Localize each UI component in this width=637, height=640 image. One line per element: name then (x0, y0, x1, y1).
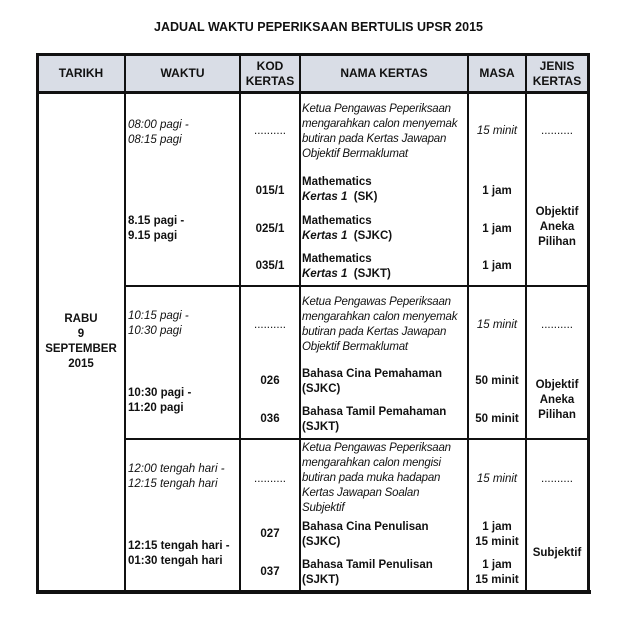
paper-masa: 1 jam (482, 223, 512, 235)
paper-kertas: Kertas 1 (302, 230, 348, 242)
header-tarikh: TARIKH (58, 66, 104, 80)
intro-jenis: .......... (541, 319, 573, 331)
intro-instruction: Ketua Pengawas Peperiksaan mengarahkan calon mengisi butiran pada muka hadapan Kertas Jawapan Soalan Subjektif (302, 442, 451, 514)
paper-nama: Bahasa Tamil Penulisan (SJKT) (302, 559, 433, 586)
paper-masa: 1 jam (482, 185, 512, 197)
paper-kod: 025/1 (255, 223, 285, 235)
intro-jenis: .......... (541, 473, 573, 485)
paper-jenis: Objektif Aneka Pilihan (535, 206, 579, 248)
paper-nama (302, 214, 392, 244)
paper-nama (302, 252, 391, 282)
paper-kod: 027 (260, 528, 280, 540)
paper-kertas: Kertas 1 (302, 191, 348, 203)
intro-kod: .......... (254, 473, 286, 485)
paper-school: (SJKC) (353, 230, 393, 242)
intro-time: 12:00 tengah hari - 12:15 tengah hari (128, 463, 225, 490)
document-title: JADUAL WAKTU PEPERIKSAAN BERTULIS UPSR 2015 (154, 20, 483, 34)
table-border-top (36, 53, 590, 56)
exam-date: RABU 9 SEPTEMBER 2015 (45, 313, 117, 370)
table-border-bottom (36, 590, 591, 594)
paper-kod: 036 (260, 413, 280, 425)
header-jenis-kertas: JENIS KERTAS (532, 58, 582, 88)
header-kod-kertas: KOD KERTAS (245, 58, 295, 88)
paper-jenis: Objektif Aneka Pilihan (535, 379, 579, 421)
intro-time: 08:00 pagi - 08:15 pagi (128, 119, 189, 146)
intro-masa: 15 minit (476, 125, 518, 137)
paper-time: 8.15 pagi - 9.15 pagi (128, 215, 185, 242)
paper-nama: Bahasa Tamil Pemahaman (SJKT) (302, 406, 447, 433)
paper-subject: Mathematics (302, 176, 372, 188)
paper-masa: 50 minit (475, 413, 519, 425)
intro-kod: .......... (254, 125, 286, 137)
intro-time: 10:15 pagi - 10:30 pagi (128, 310, 189, 337)
paper-time: 10:30 pagi - 11:20 pagi (128, 387, 192, 414)
group-divider (125, 438, 589, 440)
paper-masa: 50 minit (475, 375, 519, 387)
header-nama-kertas: NAMA KERTAS (340, 66, 428, 80)
paper-kertas: Kertas 1 (302, 268, 348, 280)
intro-kod: .......... (254, 319, 286, 331)
paper-nama: Bahasa Cina Penulisan (SJKC) (302, 521, 429, 548)
paper-subject: Mathematics (302, 253, 372, 265)
paper-kod: 035/1 (255, 260, 285, 272)
paper-masa: 1 jam (482, 260, 512, 272)
paper-school: (SJKT) (353, 268, 391, 280)
intro-masa: 15 minit (476, 319, 518, 331)
intro-instruction: Ketua Pengawas Peperiksaan mengarahkan calon menyemak butiran pada Kertas Jawapan Objektif Bermaklumat (302, 296, 458, 353)
paper-time: 12:15 tengah hari - 01:30 tengah hari (128, 540, 230, 567)
intro-jenis: .......... (541, 125, 573, 137)
paper-jenis: Subjektif (532, 547, 582, 559)
paper-kod: 026 (260, 375, 280, 387)
paper-school: (SK) (353, 191, 378, 203)
header-masa: MASA (479, 66, 515, 80)
paper-subject: Mathematics (302, 215, 372, 227)
header-waktu: WAKTU (160, 66, 205, 80)
intro-instruction: Ketua Pengawas Peperiksaan mengarahkan calon menyemak butiran pada Kertas Jawapan Objektif Bermaklumat (302, 103, 458, 160)
paper-kod: 015/1 (255, 185, 285, 197)
paper-masa: 1 jam 15 minit (475, 521, 519, 548)
paper-nama: Bahasa Cina Pemahaman (SJKC) (302, 368, 442, 395)
header-divider (36, 91, 590, 94)
intro-masa: 15 minit (476, 473, 518, 485)
group-divider (125, 285, 589, 287)
paper-kod: 037 (260, 566, 280, 578)
paper-nama (302, 175, 377, 205)
paper-masa: 1 jam 15 minit (475, 559, 519, 586)
